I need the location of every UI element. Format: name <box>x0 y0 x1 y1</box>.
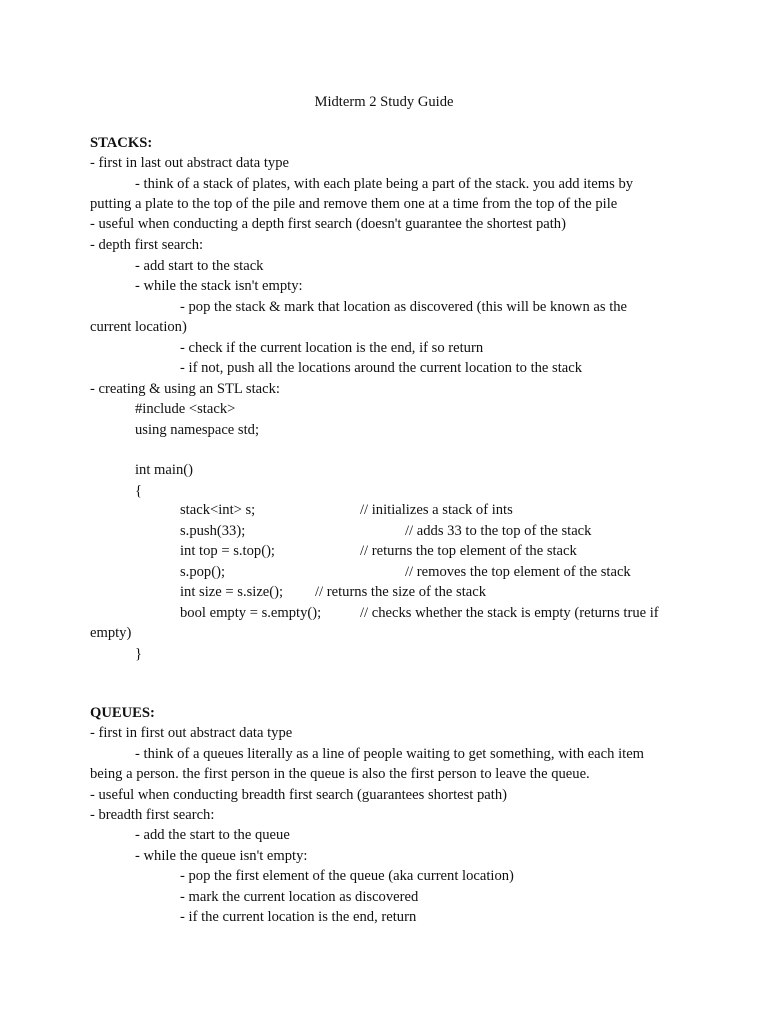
code-comment: // initializes a stack of ints <box>360 502 513 518</box>
queues-line: - mark the current location as discovered <box>180 889 419 905</box>
code-statement: int size = s.size(); <box>180 584 284 600</box>
code-comment-wrap: empty) <box>90 625 132 641</box>
code-comment: // adds 33 to the top of the stack <box>405 523 592 539</box>
queues-line: - if the current location is the end, return <box>180 909 417 925</box>
stacks-heading: STACKS: <box>90 135 153 151</box>
stacks-line: - if not, push all the locations around the current location to the stack <box>180 360 583 376</box>
code-open-brace: { <box>135 483 143 499</box>
queues-line: - useful when conducting breadth first search (guarantees shortest path) <box>90 787 507 803</box>
stacks-line: current location) <box>90 319 187 335</box>
code-comment: // returns the top element of the stack <box>360 543 577 559</box>
queues-line: - pop the first element of the queue (aka current location) <box>180 868 514 884</box>
page-title: Midterm 2 Study Guide <box>314 94 454 110</box>
code-comment: // returns the size of the stack <box>315 584 487 600</box>
code-comment: // removes the top element of the stack <box>405 564 631 580</box>
stacks-line: - useful when conducting a depth first search (doesn't guarantee the shortest path) <box>90 216 566 232</box>
stacks-line: - depth first search: <box>90 237 204 253</box>
code-statement: int top = s.top(); <box>180 543 275 559</box>
code-statement: s.push(33); <box>180 523 246 539</box>
queues-line: - add the start to the queue <box>135 827 290 843</box>
queues-heading: QUEUES: <box>90 705 155 721</box>
stacks-line: - first in last out abstract data type <box>90 155 289 171</box>
queues-line: being a person. the first person in the queue is also the first person to leave the queue. <box>90 766 590 782</box>
code-comment: // checks whether the stack is empty (returns true if <box>360 605 659 621</box>
code-close-brace: } <box>135 646 143 662</box>
code-namespace: using namespace std; <box>135 422 260 438</box>
stacks-line: - add start to the stack <box>135 258 264 274</box>
stacks-line: - while the stack isn't empty: <box>135 278 303 294</box>
queues-line: - breadth first search: <box>90 807 215 823</box>
queues-line: - think of a queues literally as a line of people waiting to get something, with each item <box>135 746 645 762</box>
queues-line: - while the queue isn't empty: <box>135 848 308 864</box>
code-statement: bool empty = s.empty(); <box>180 605 322 621</box>
code-statement: s.pop(); <box>180 564 225 580</box>
code-main: int main() <box>135 462 193 478</box>
queues-line: - first in first out abstract data type <box>90 725 293 741</box>
stacks-line: - pop the stack & mark that location as discovered (this will be known as the <box>180 299 628 315</box>
stacks-line: - creating & using an STL stack: <box>90 381 280 397</box>
stacks-line: putting a plate to the top of the pile and remove them one at a time from the top of the pile <box>90 196 618 212</box>
code-include: #include <stack> <box>135 401 236 417</box>
stacks-line: - think of a stack of plates, with each plate being a part of the stack. you add items by <box>135 176 634 192</box>
stacks-line: - check if the current location is the end, if so return <box>180 340 484 356</box>
code-statement: stack<int> s; <box>180 502 256 518</box>
